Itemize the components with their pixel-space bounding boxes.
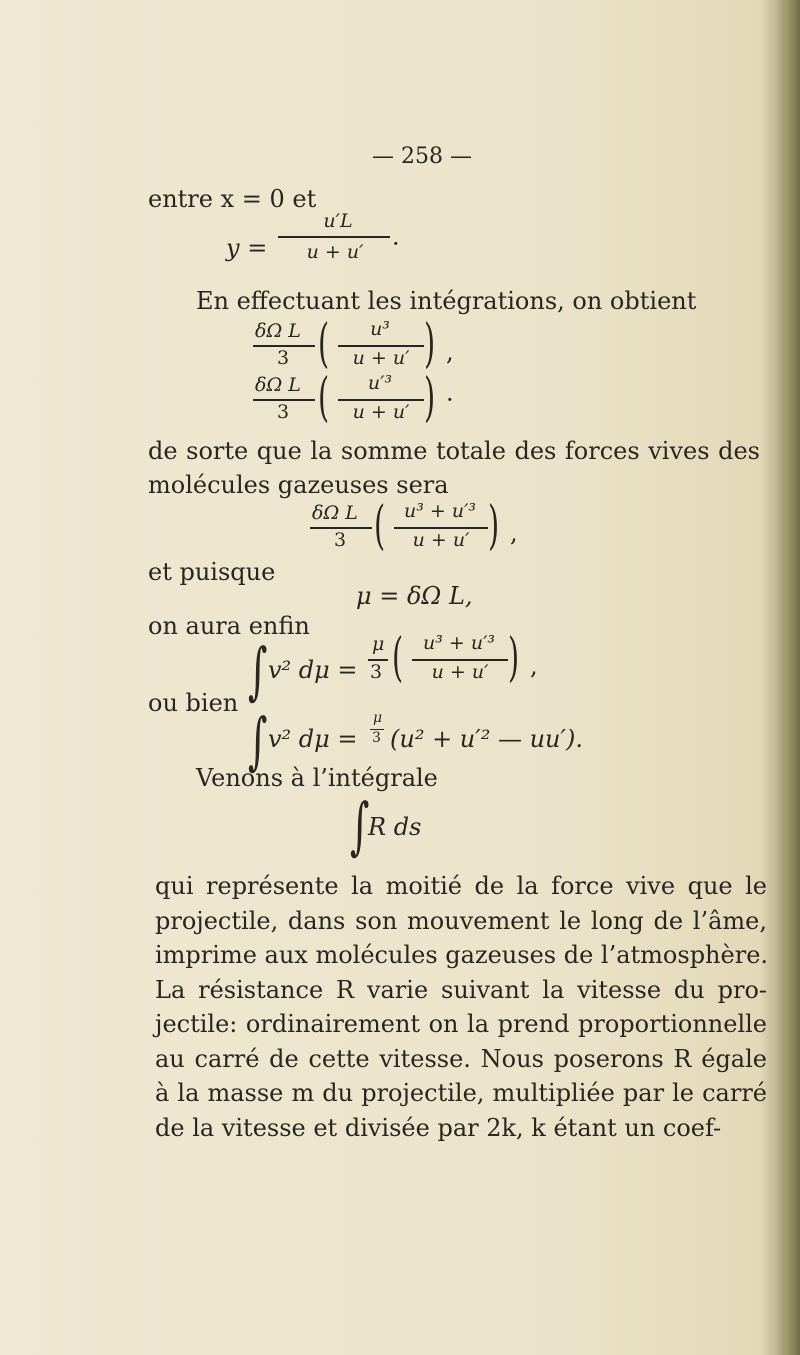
text-puisque: et puisque <box>148 558 276 586</box>
eq1-left-paren: ( <box>318 314 330 374</box>
eq6-body: R ds <box>368 813 422 841</box>
eq3-punct: , <box>510 519 518 547</box>
paragraph-line: à la masse m du projectile, multipliée par le carré <box>155 1079 767 1107</box>
eq3-left-paren: ( <box>374 496 386 556</box>
eq4-prefactor-numerator: μ <box>372 633 385 655</box>
eq-y-denominator: u + u′ <box>306 241 364 263</box>
eq2-left-paren: ( <box>318 368 330 428</box>
text-molecules: molécules gazeuses sera <box>148 471 449 499</box>
paragraph-line: au carré de cette vitesse. Nous poserons R égale <box>155 1044 767 1073</box>
eq2-right-paren: ) <box>424 368 436 428</box>
eq2-denominator: u + u′ <box>352 401 410 423</box>
eq1-numerator: u³ <box>370 318 390 340</box>
eq1-prefactor-numerator: δΩ L <box>255 320 301 342</box>
eq-y-fraction-bar <box>278 236 390 238</box>
eq5-integral-sign: ∫ <box>248 704 268 777</box>
eq1-right-paren: ) <box>424 314 436 374</box>
eq3-numerator: u³ + u′³ <box>403 500 477 522</box>
eq6-integral-sign: ∫ <box>350 789 370 862</box>
eq2-numerator: u′³ <box>367 372 393 394</box>
eq3-prefactor-denominator: 3 <box>334 529 347 551</box>
eq-y-lhs: y = <box>226 234 268 262</box>
eq3-prefactor-numerator: δΩ L <box>312 502 358 524</box>
body-paragraph <box>155 869 767 1145</box>
eq5-lhs: v² dμ = <box>268 725 358 753</box>
text-venons: Venons à l’intégrale <box>196 764 438 792</box>
text-bien: ou bien <box>148 689 239 717</box>
text-sorte: de sorte que la somme totale des forces vives des <box>148 437 760 465</box>
text-aura: on aura enfin <box>148 612 310 640</box>
text-entre: entre x = 0 et <box>148 185 317 213</box>
eq1-denominator: u + u′ <box>352 347 410 369</box>
eq2-prefactor-denominator: 3 <box>277 401 290 423</box>
eq4-punct: , <box>530 652 538 680</box>
eq4-denominator: u + u′ <box>431 661 489 683</box>
paragraph-line: imprime aux molécules gazeuses de l’atmosphère. <box>155 941 769 969</box>
paragraph-line: La résistance R varie suivant la vitesse du pro- <box>155 975 767 1004</box>
text-integrations: En effectuant les intégrations, on obtient <box>196 287 697 315</box>
eq4-right-paren: ) <box>508 628 520 688</box>
eq-mu: μ = δΩ L, <box>356 582 473 610</box>
eq5-rhs: (u² + u′² — uu′). <box>390 725 583 753</box>
page-edge-shadow <box>778 0 800 1355</box>
eq2-prefactor-numerator: δΩ L <box>255 374 301 396</box>
paragraph-line: qui représente la moitié de la force vive que le <box>155 872 767 900</box>
eq5-prefactor-denominator: 3 <box>372 730 381 746</box>
eq3-right-paren: ) <box>488 496 500 556</box>
eq3-denominator: u + u′ <box>412 529 470 551</box>
eq2-punct: · <box>446 386 454 414</box>
page-number: — 258 — <box>372 144 472 169</box>
eq1-prefactor-denominator: 3 <box>277 347 290 369</box>
eq4-integral-sign: ∫ <box>248 634 268 707</box>
eq4-numerator: u³ + u′³ <box>422 632 496 654</box>
eq4-left-paren: ( <box>392 628 404 688</box>
eq1-punct: , <box>446 338 454 366</box>
paragraph-line: jectile: ordinairement on la prend proportionnelle <box>155 1010 767 1038</box>
eq4-lhs: v² dμ = <box>268 656 358 684</box>
eq5-prefactor-numerator: μ <box>373 710 383 726</box>
eq-y-numerator: u′L <box>323 210 353 232</box>
paragraph-line: de la vitesse et divisée par 2k, k étant un coef- <box>155 1113 722 1142</box>
eq-y-dot: · <box>392 230 400 258</box>
eq4-prefactor-denominator: 3 <box>370 661 383 683</box>
paragraph-line: projectile, dans son mouvement le long de l’âme, <box>155 906 767 935</box>
